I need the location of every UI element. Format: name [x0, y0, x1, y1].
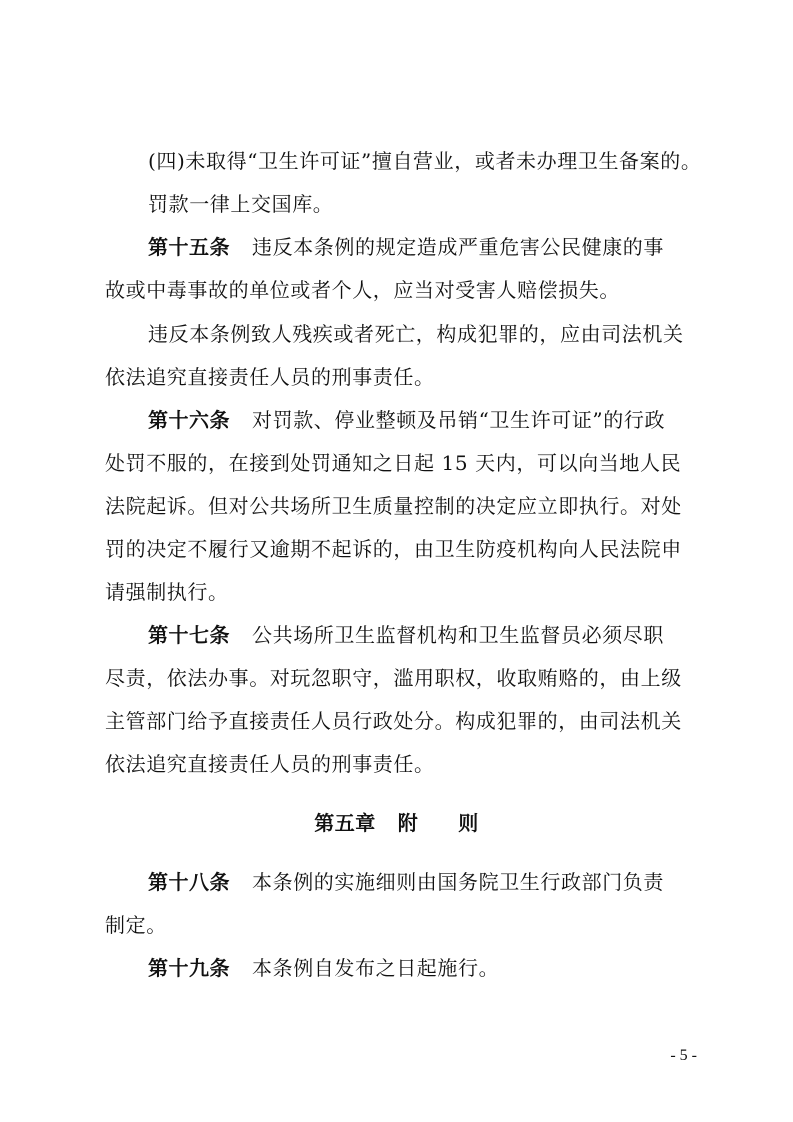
paragraph-line: 尽责，依法办事。对玩忽职守，滥用职权，收取贿赂的，由上级 [105, 666, 682, 690]
article-16: 第十六条 对罚款、停业整顿及吊销“卫生许可证”的行政 [148, 408, 666, 432]
article-number: 第十九条 [148, 956, 230, 980]
paragraph-line: 违反本条例致人残疾或者死亡，构成犯罪的，应由司法机关 [148, 322, 684, 346]
paragraph-line: 依法追究直接责任人员的刑事责任。 [105, 365, 435, 389]
article-number: 第十七条 [148, 623, 230, 647]
paragraph-line: 罚款一律上交国库。 [148, 192, 334, 216]
article-19: 第十九条 本条例自发布之日起施行。 [148, 956, 500, 980]
paragraph-line: 罚的决定不履行又逾期不起诉的，由卫生防疫机构向人民法院申 [105, 537, 682, 561]
article-number: 第十五条 [148, 235, 230, 259]
paragraph-line: 故或中毒事故的单位或者个人，应当对受害人赔偿损失。 [105, 278, 620, 302]
article-number: 第十八条 [148, 870, 230, 894]
article-15: 第十五条 违反本条例的规定造成严重危害公民健康的事 [148, 235, 664, 259]
paragraph-line: 法院起诉。但对公共场所卫生质量控制的决定应立即执行。对处 [105, 494, 682, 518]
chapter-heading: 第五章 附 则 [314, 811, 479, 835]
paragraph-line: 处罚不服的，在接到处罚通知之日起 15 天内，可以向当地人民 [105, 451, 682, 475]
article-18: 第十八条 本条例的实施细则由国务院卫生行政部门负责 [148, 870, 664, 894]
article-number: 第十六条 [148, 408, 230, 432]
page-number: - 5 - [670, 1047, 697, 1064]
paragraph-line: 制定。 [105, 913, 167, 937]
paragraph-line: 依法追究直接责任人员的刑事责任。 [105, 752, 435, 776]
article-17: 第十七条 公共场所卫生监督机构和卫生监督员必须尽职 [148, 623, 664, 647]
paragraph-line: (四)未取得“卫生许可证”擅自营业，或者未办理卫生备案的。 [148, 149, 702, 173]
paragraph-line: 请强制执行。 [105, 580, 229, 604]
paragraph-line: 主管部门给予直接责任人员行政处分。构成犯罪的，由司法机关 [105, 709, 682, 733]
